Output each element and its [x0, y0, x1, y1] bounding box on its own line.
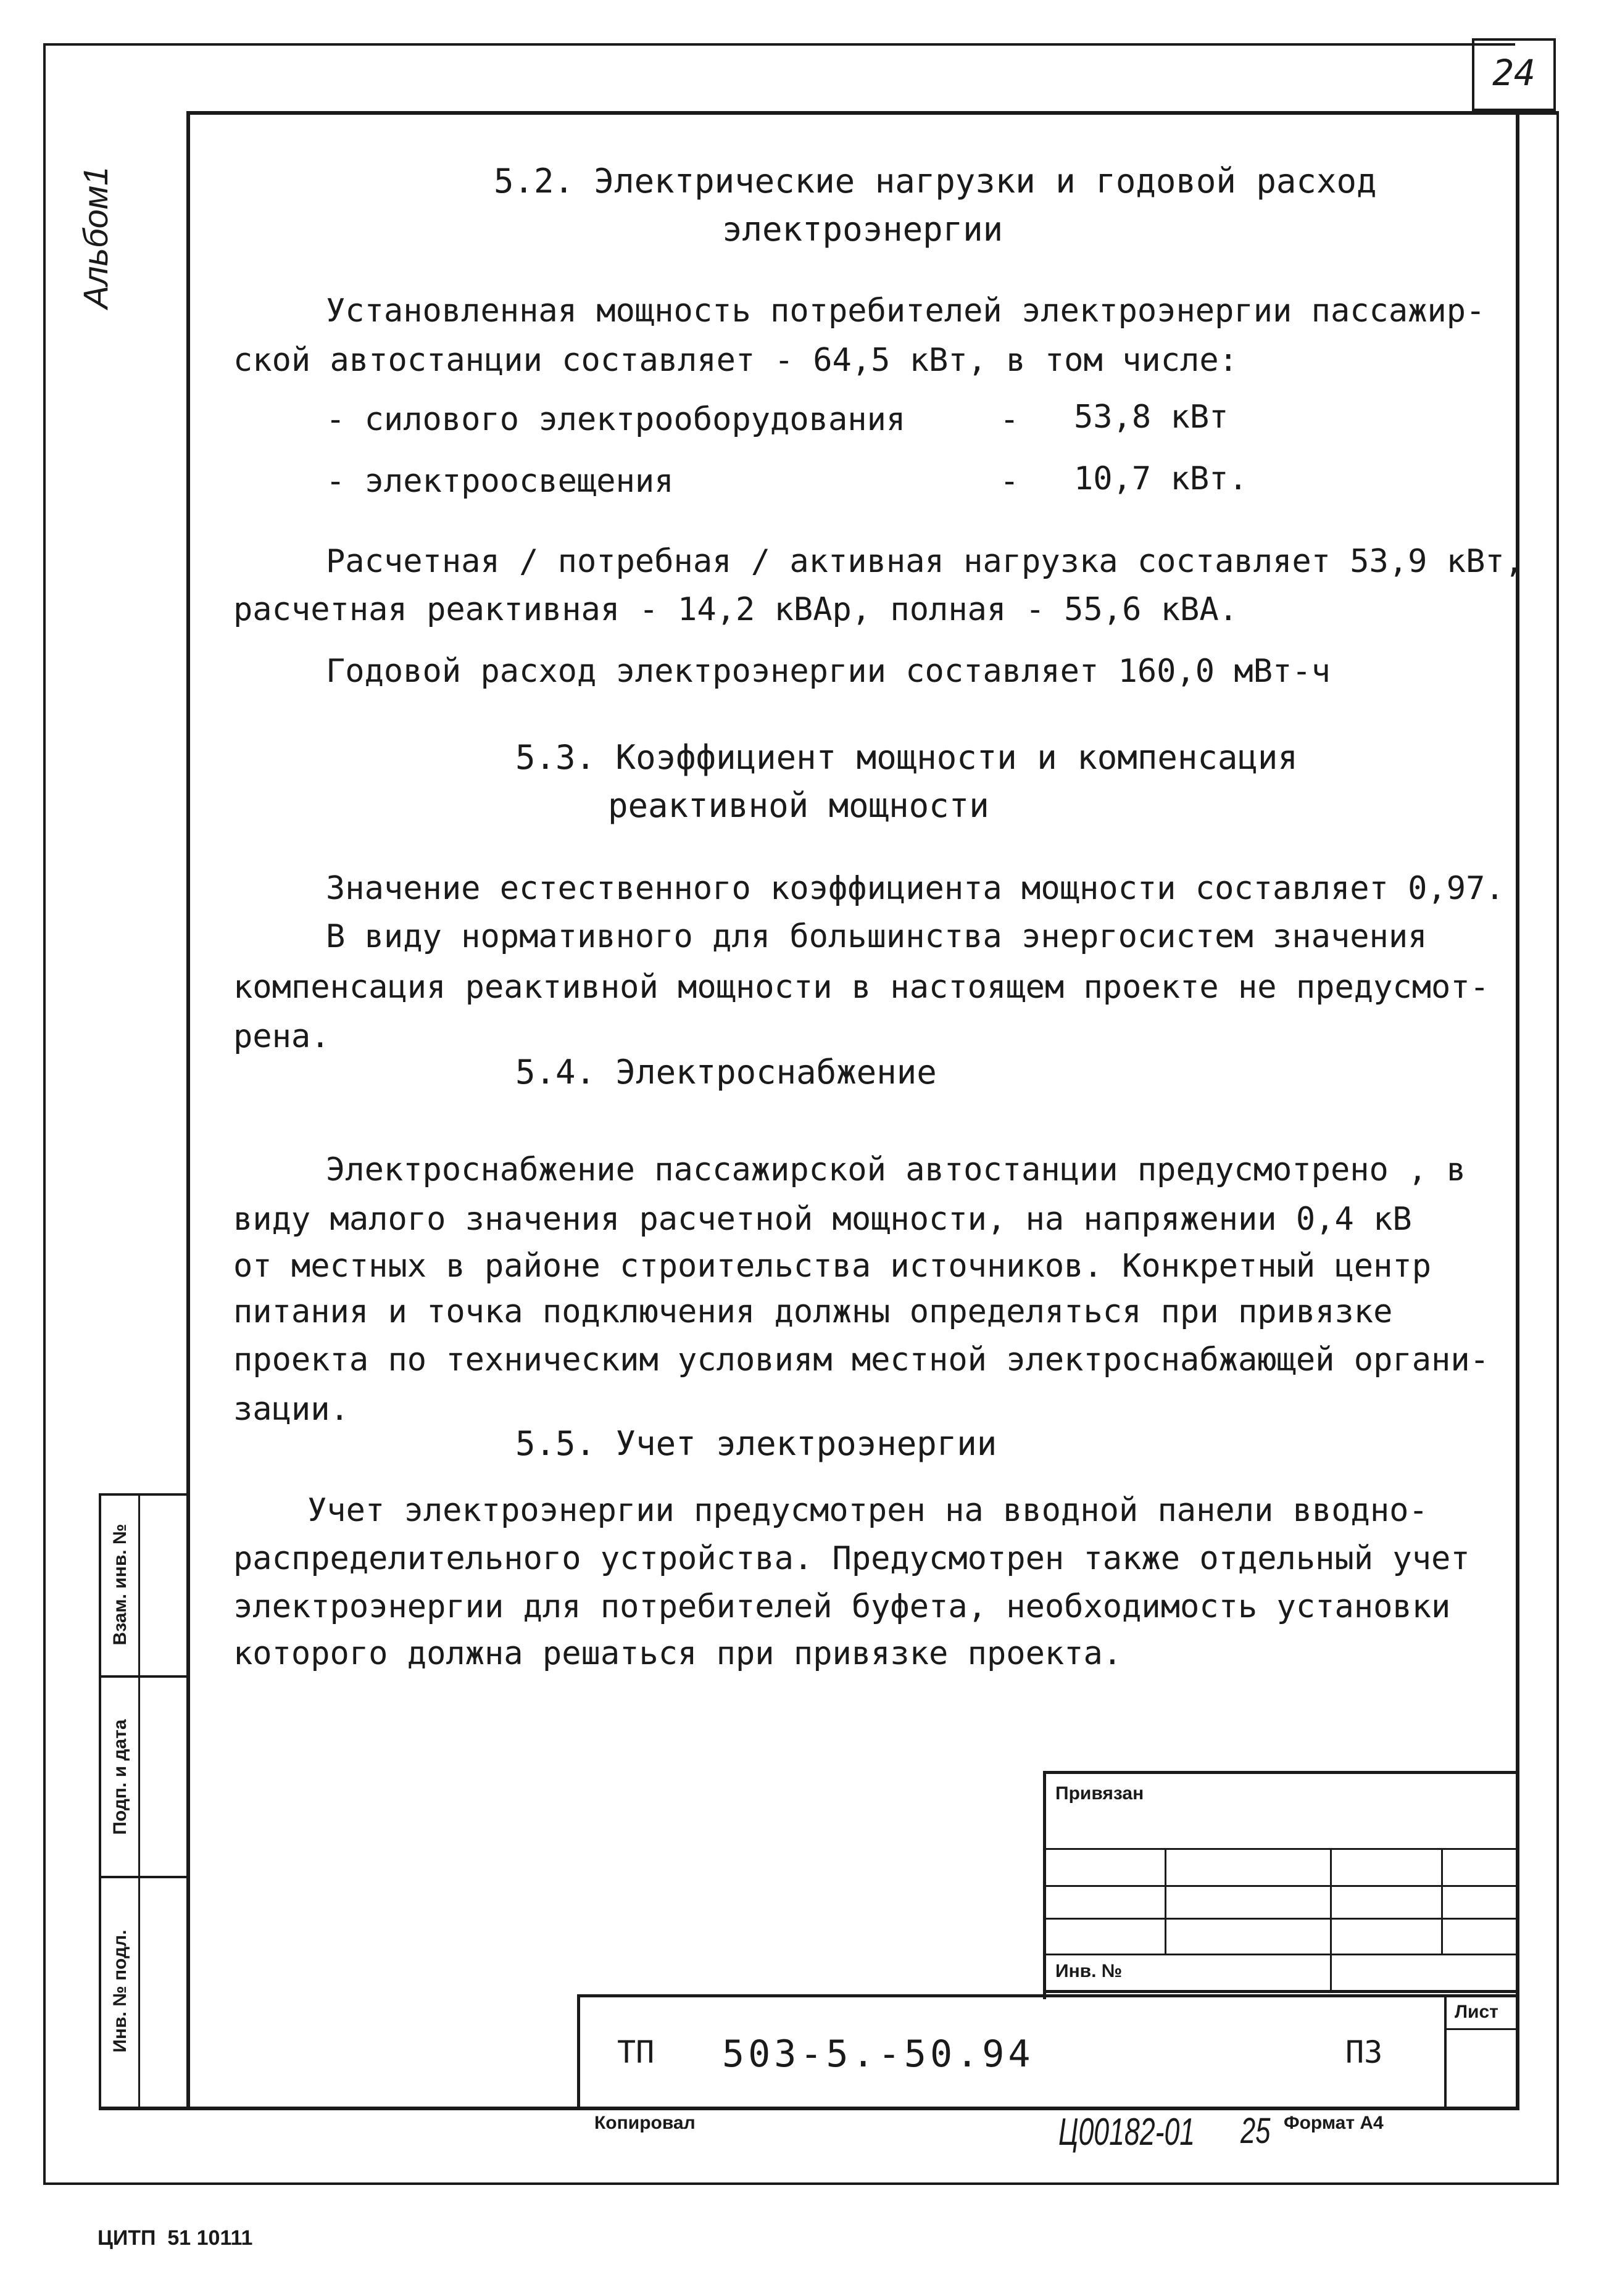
inner-frame-right — [1516, 111, 1519, 2110]
title-block — [577, 1994, 1519, 2109]
heading-5-5: 5.5. Учет электроэнергии — [515, 1424, 997, 1463]
side-stamp — [99, 1493, 186, 2110]
heading-5-4: 5.4. Электроснабжение — [515, 1053, 937, 1092]
s52-item1-label: - силового электрооборудования — [326, 401, 906, 438]
heading-5-3-line2: реактивной мощности — [608, 786, 989, 825]
footer-left-code: ЦИТП 51 10111 — [98, 2226, 253, 2250]
s54-line5: проекта по техническим условиям местной электроснабжающей органи- — [233, 1341, 1489, 1378]
inv-no-label: Инв. № — [1055, 1961, 1123, 1981]
s52-item1-value: 53,8 кВт — [1074, 399, 1229, 436]
heading-5-3-line1: 5.3. Коэффициент мощности и компенсация — [515, 738, 1298, 777]
doc-prefix: ТП — [617, 2034, 655, 2070]
vzam-inv-label: Взам. инв. № — [110, 1523, 130, 1646]
s52-item2-dash: - — [1000, 463, 1020, 500]
format-label: Формат А4 — [1284, 2113, 1384, 2133]
s52-item2-value: 10,7 кВт. — [1074, 460, 1248, 497]
s54-line2: виду малого значения расчетной мощности, на напряжении 0,4 кВ — [233, 1201, 1412, 1238]
s54-line4: питания и точка подключения должны определяться при привязке — [233, 1293, 1393, 1330]
outer-border-bottom — [43, 2182, 1559, 2185]
album-label: Альбом1 — [76, 166, 115, 309]
outer-border-right — [1556, 111, 1559, 2184]
s52-p1-line2: ской автостанции составляет - 64,5 кВт, в том числе: — [233, 342, 1238, 379]
privyazan-label: Привязан — [1055, 1783, 1144, 1804]
s54-line1: Электроснабжение пассажирской автостанции предусмотрено , в — [326, 1151, 1466, 1188]
podp-data-label: Подп. и дата — [110, 1719, 130, 1835]
sheet-number-box — [1472, 38, 1556, 111]
s55-line1: Учет электроэнергии предусмотрен на вводной панели вводно- — [307, 1492, 1428, 1529]
s54-line6: зации. — [233, 1391, 349, 1428]
inv-podl-label: Инв. № подл. — [110, 1929, 130, 2053]
s55-line3: электроэнергии для потребителей буфета, необходимость установки — [233, 1588, 1451, 1625]
kopiroval-label: Копировал — [594, 2113, 696, 2133]
s54-line3: от местных в районе строительства источников. Конкретный центр — [233, 1248, 1432, 1285]
s55-line4: которого должна решаться при привязке проекта. — [233, 1635, 1123, 1672]
doc-number: 503-5.-50.94 — [722, 2033, 1034, 2076]
s53-line4: рена. — [233, 1018, 330, 1055]
archive-page-num: 25 — [1240, 2111, 1271, 2151]
s52-p2-line2: расчетная реактивная - 14,2 кВАр, полная - 55,6 кВА. — [233, 591, 1238, 628]
s52-item2-label: - электроосвещения — [326, 463, 674, 500]
s53-line2: В виду нормативного для большинства энергосистем значения — [326, 918, 1427, 955]
s52-p2-line1: Расчетная / потребная / активная нагрузка составляет 53,9 кВт, — [326, 543, 1524, 580]
s52-p3-line1: Годовой расход электроэнергии составляет 160,0 мВт-ч — [326, 653, 1331, 690]
archive-code: Ц00182-01 — [1058, 2111, 1195, 2153]
s55-line2: распределительного устройства. Предусмотрен также отдельный учет — [233, 1540, 1470, 1577]
s52-p1-line1: Установленная мощность потребителей электроэнергии пассажир- — [326, 292, 1486, 329]
heading-5-2-line2: электроэнергии — [722, 210, 1004, 249]
inner-frame-left — [186, 111, 190, 2110]
s53-line1: Значение естественного коэффициента мощности составляет 0,97. — [326, 870, 1505, 907]
binding-stamp — [1043, 1771, 1516, 1999]
heading-5-2-line1: 5.2. Электрические нагрузки и годовой расход — [494, 162, 1377, 201]
inner-frame-top — [188, 111, 1558, 115]
sheet-number: 24 — [1492, 52, 1535, 94]
s53-line3: компенсация реактивной мощности в настоящем проекте не предусмот- — [233, 969, 1489, 1006]
outer-border-top — [43, 43, 1515, 46]
doc-code: ПЗ — [1345, 2034, 1383, 2070]
s52-item1-dash: - — [1000, 401, 1020, 438]
list-label: Лист — [1455, 2002, 1498, 2022]
outer-border-left — [43, 43, 46, 2184]
